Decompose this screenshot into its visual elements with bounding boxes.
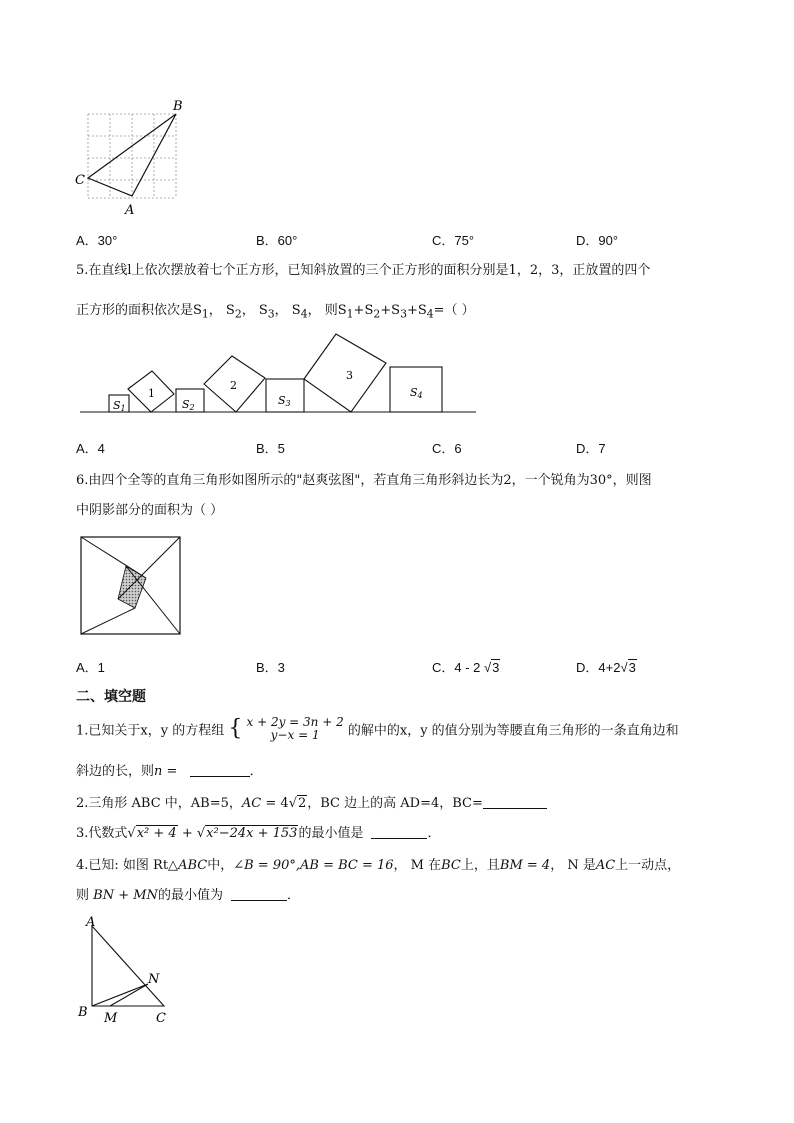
q6-option-c[interactable]: C．4 - 2 √3 (432, 660, 500, 675)
q6-option-a[interactable]: A．1 (76, 660, 105, 675)
f1-equation-1: x + 2y = 3n + 2 (246, 715, 344, 729)
f2-answer-blank[interactable] (483, 796, 547, 809)
q5-tilted-label-2: 2 (230, 379, 237, 392)
f3-line: 3.代数式√x² + 4 + √x²−24x + 153的最小值是 ． (76, 826, 441, 841)
q4-option-c[interactable]: C．75° (432, 233, 475, 248)
f4-answer-blank[interactable] (231, 888, 287, 901)
q4-label-a: A (125, 203, 135, 218)
f4-line1: 4.已知: 如图 Rt△ABC中，∠B = 90°,AB = BC = 16， M 在BC上，且BM = 4， N 是AC上一动点， (76, 858, 681, 873)
q6-option-d[interactable]: D．4+2√3 (576, 660, 636, 675)
f4-line2: 则 BN + MN的最小值为 ． (76, 888, 300, 903)
f3-answer-blank[interactable] (371, 826, 427, 839)
q5-s2-label: S2 (182, 398, 195, 412)
f1-line1: 1.已知关于x，y 的方程组 { x + 2y = 3n + 2 y−x = 1 的解中的x，y 的值分别为等腰直角三角形的一条直角边和 (76, 715, 679, 742)
f1-equation-2: y−x = 1 (270, 728, 320, 742)
q5-option-c[interactable]: C．6 (432, 441, 462, 456)
q5-option-b[interactable]: B．5 (256, 441, 285, 456)
q5-s4-label: S4 (410, 386, 423, 400)
f2-line: 2.三角形 ABC 中，AB=5，AC = 4√2，BC 边上的高 AD=4，BC= (76, 792, 547, 811)
q6-figure (80, 536, 182, 636)
section-title-fill-in: 二、填空题 (76, 689, 146, 705)
q4-label-b: B (173, 99, 183, 114)
q4-figure (72, 96, 192, 220)
q5-s3-label: S3 (278, 394, 291, 408)
q6-stem-line2: 中阴影部分的面积为（ ） (76, 503, 224, 518)
q5-stem-line1: 5.在直线l上依次摆放着七个正方形，已知斜放置的三个正方形的面积分别是1，2，3，正放置的四个 (76, 263, 651, 278)
f4-label-m: M (104, 1011, 118, 1026)
q5-figure (80, 328, 480, 420)
f1-answer-blank[interactable] (190, 764, 250, 777)
q4-option-b[interactable]: B．60° (256, 233, 298, 248)
f1-line2: 斜边的长，则n = ． (76, 764, 263, 779)
q6-stem-line1: 6.由四个全等的直角三角形如图所示的"赵爽弦图"，若直角三角形斜边长为2，一个锐角为30°，则图 (76, 473, 652, 488)
q6-option-b[interactable]: B．3 (256, 660, 285, 675)
q5-tilted-label-3: 3 (346, 369, 353, 382)
f4-figure (72, 910, 182, 1028)
f4-label-b: B (78, 1005, 88, 1020)
q5-s1-label: S1 (113, 399, 126, 413)
q4-label-c: C (75, 173, 85, 188)
q5-option-d[interactable]: D．7 (576, 441, 606, 456)
f4-label-n: N (148, 972, 160, 987)
q4-option-a[interactable]: A．30° (76, 233, 118, 248)
f4-label-a: A (86, 915, 96, 930)
f4-label-c: C (156, 1011, 166, 1026)
q5-option-a[interactable]: A．4 (76, 441, 105, 456)
q5-tilted-label-1: 1 (148, 387, 155, 400)
q4-option-d[interactable]: D．90° (576, 233, 619, 248)
q5-stem-line2: 正方形的面积依次是$S_1$， $S_2$， $S_3$， $S_4$， 则$S_1+S_2+S_3+S_4=$（ ） (76, 303, 475, 321)
